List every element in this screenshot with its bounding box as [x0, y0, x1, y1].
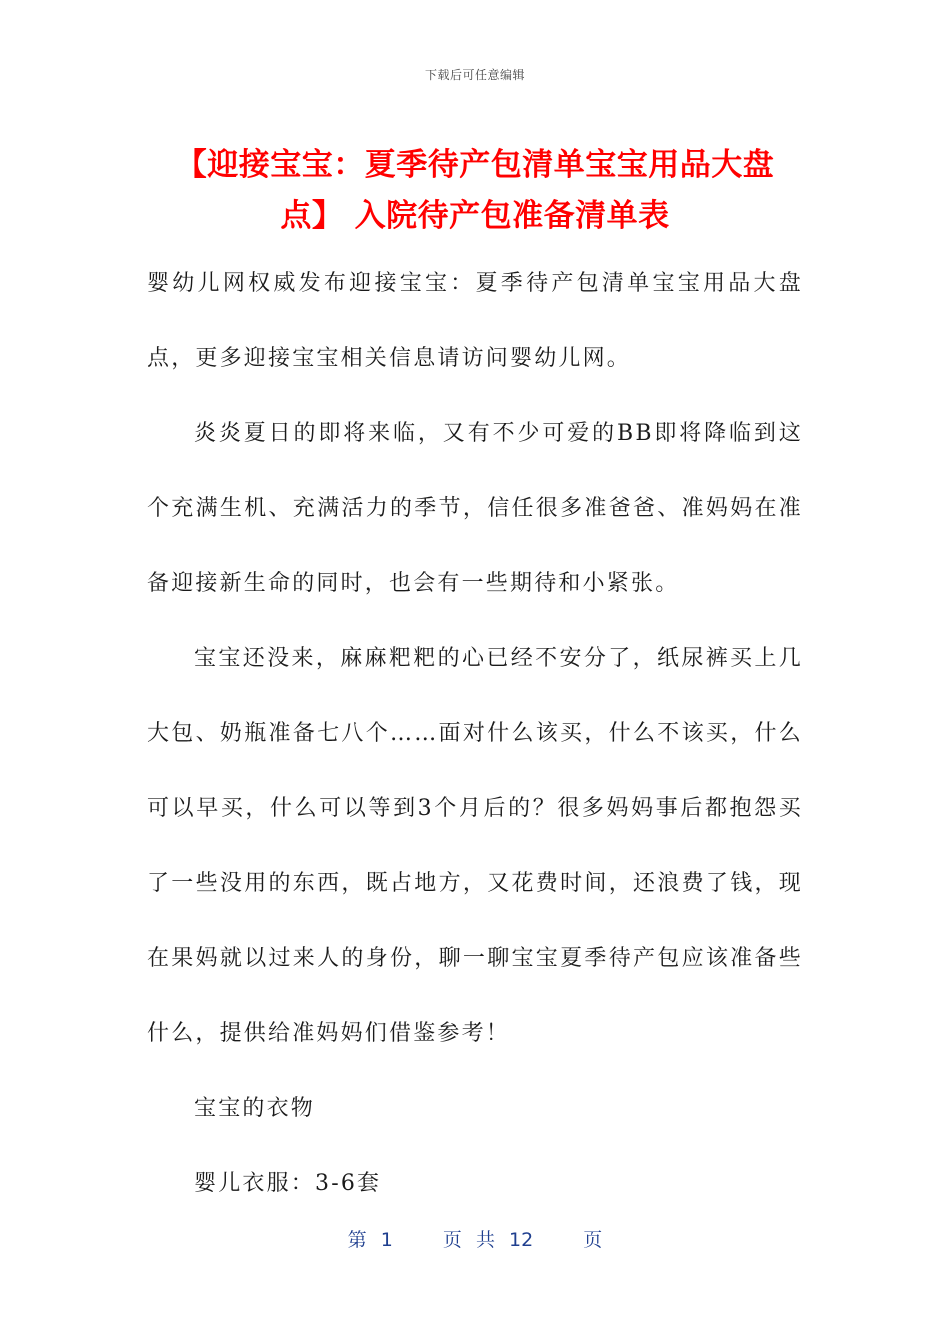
shopping-paragraph: 宝宝还没来，麻麻粑粑的心已经不安分了，纸尿裤买上几大包、奶瓶准备七八个……面对什么该买，什么不该买，什么可以早买，什么可以等到3个月后的？很多妈妈事后都抱怨买了一些没用的东西，既占地方，又花费时间，还浪费了钱，现在果妈就以过来人的身份，聊一聊宝宝夏季待产包应该准备些什么，提供给准妈妈们借鉴参考！ [147, 646, 803, 1046]
page-header-note: 下载后可任意编辑 [424, 68, 525, 82]
page-footer [0, 1225, 950, 1252]
summer-paragraph: 炎炎夏日的即将来临，又有不少可爱的BB即将降临到这个充满生机、充满活力的季节，信任很多准爸爸、准妈妈在准备迎接新生命的同时，也会有一些期待和小紧张。 [147, 421, 803, 596]
title-line-1: 【迎接宝宝：夏季待产包清单宝宝用品大盘 [175, 147, 775, 183]
footer-middle: 页 共 [442, 1229, 495, 1251]
footer-total-pages: 12 [509, 1229, 534, 1251]
footer-current-page: 1 [380, 1229, 393, 1251]
intro-paragraph: 婴幼儿网权威发布迎接宝宝：夏季待产包清单宝宝用品大盘点，更多迎接宝宝相关信息请访问婴幼儿网。 [147, 271, 803, 371]
footer-suffix: 页 [583, 1229, 603, 1251]
section-heading-clothes: 宝宝的衣物 [194, 1096, 316, 1121]
title-line-2: 点】 入院待产包准备清单表 [280, 198, 670, 234]
footer-prefix: 第 [347, 1229, 367, 1251]
document-title [140, 140, 810, 242]
list-item-baby-clothes: 婴儿衣服：3-6套 [194, 1171, 382, 1196]
document-body [147, 246, 803, 1221]
